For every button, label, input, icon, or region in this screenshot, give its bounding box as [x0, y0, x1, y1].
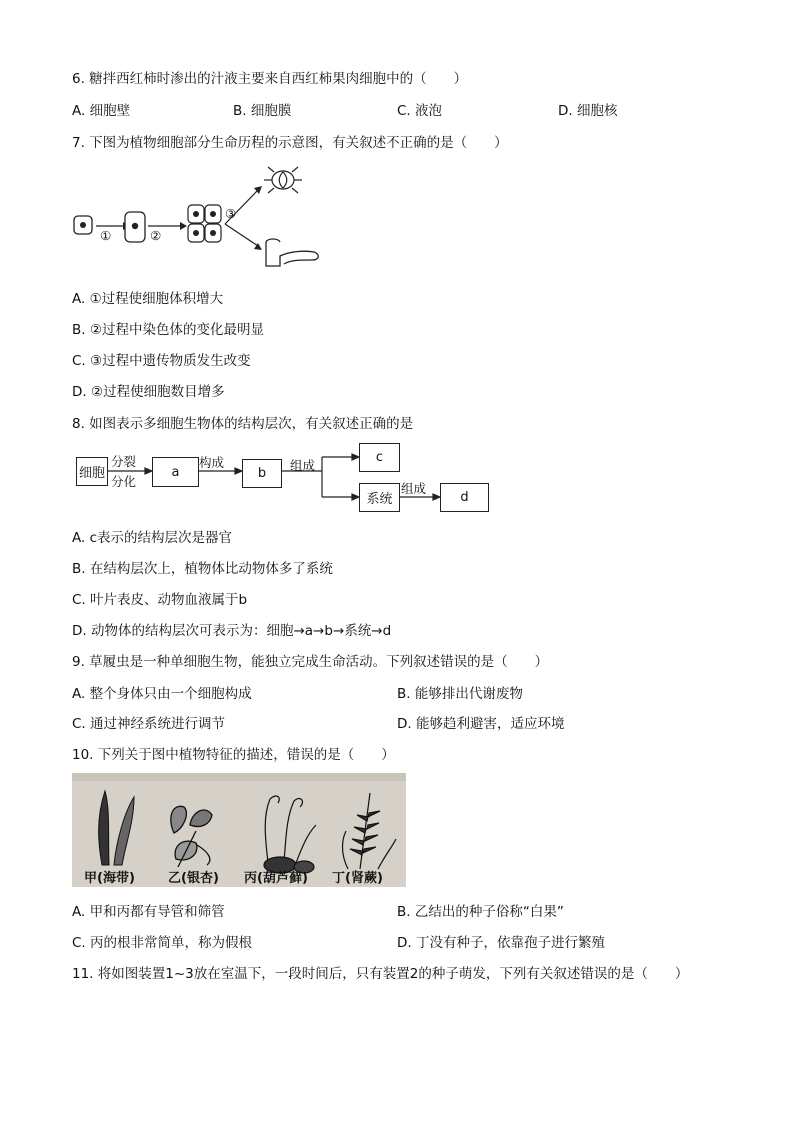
- q6-option-a: A. 细胞壁: [72, 103, 131, 119]
- box-c: c: [359, 443, 400, 472]
- q7-option-a: A. ①过程使细胞体积增大: [72, 291, 224, 307]
- caption-fern: 丁(肾蕨): [332, 871, 383, 886]
- q6-option-d: D. 细胞核: [558, 103, 618, 119]
- q8-option-c: C. 叶片表皮、动物血液属于b: [72, 592, 248, 608]
- question-9-stem: 9. 草履虫是一种单细胞生物，能独立完成生命活动。下列叙述错误的是（ ）: [72, 654, 549, 670]
- q7-option-b: B. ②过程中染色体的变化最明显: [72, 322, 264, 338]
- question-7-stem: 7. 下图为植物细胞部分生命历程的示意图，有关叙述不正确的是（ ）: [72, 135, 508, 151]
- caption-moss: 丙(葫芦藓): [244, 871, 308, 886]
- box-d: d: [440, 483, 489, 512]
- q10-option-b: B. 乙结出的种子俗称“白果”: [397, 904, 564, 920]
- box-a: a: [152, 457, 199, 487]
- step-2-label: ②: [150, 228, 162, 243]
- q8-option-d: D. 动物体的结构层次可表示为：细胞→a→b→系统→d: [72, 623, 392, 639]
- box-b: b: [242, 459, 282, 488]
- q7-option-d: D. ②过程使细胞数目增多: [72, 384, 225, 400]
- differentiate-label: 分化: [111, 474, 137, 489]
- compose-label-3: 组成: [401, 481, 427, 496]
- q9-option-d: D. 能够趋利避害，适应环境: [397, 716, 565, 732]
- step-1-label: ①: [100, 228, 112, 243]
- caption-kelp: 甲(海带): [84, 871, 135, 886]
- question-6-stem: 6. 糖拌西红柿时渗出的汁液主要来自西红柿果肉细胞中的（ ）: [72, 71, 468, 87]
- q9-option-a: A. 整个身体只由一个细胞构成: [72, 686, 252, 702]
- question-11-stem: 11. 将如图装置1~3放在室温下，一段时间后，只有装置2的种子萌发，下列有关叙述错误的是（ ）: [72, 966, 689, 982]
- q10-option-d: D. 丁没有种子，依靠孢子进行繁殖: [397, 935, 605, 951]
- q10-option-a: A. 甲和丙都有导管和筛管: [72, 904, 225, 920]
- q6-option-b: B. 细胞膜: [233, 103, 292, 119]
- compose-label-2: 组成: [290, 458, 316, 473]
- q9-option-b: B. 能够排出代谢废物: [397, 686, 523, 702]
- step-3-label: ③: [225, 206, 237, 221]
- split-label: 分裂: [111, 454, 137, 469]
- q9-option-c: C. 通过神经系统进行调节: [72, 716, 226, 732]
- question-8-stem: 8. 如图表示多细胞生物体的结构层次，有关叙述正确的是: [72, 416, 414, 432]
- system-box: 系统: [359, 483, 400, 512]
- q8-option-a: A. c表示的结构层次是器官: [72, 530, 233, 546]
- q10-option-c: C. 丙的根非常简单，称为假根: [72, 935, 253, 951]
- q6-option-c: C. 液泡: [397, 103, 443, 119]
- compose-label-1: 构成: [199, 455, 225, 470]
- structure-arrows-svg: [0, 0, 520, 520]
- cell-box: 细胞: [76, 457, 108, 486]
- plant-photo: [72, 773, 406, 887]
- question-10-stem: 10. 下列关于图中植物特征的描述，错误的是（ ）: [72, 747, 395, 763]
- q8-option-b: B. 在结构层次上，植物体比动物体多了系统: [72, 561, 333, 577]
- q7-option-c: C. ③过程中遗传物质发生改变: [72, 353, 251, 369]
- caption-ginkgo: 乙(银杏): [168, 871, 219, 886]
